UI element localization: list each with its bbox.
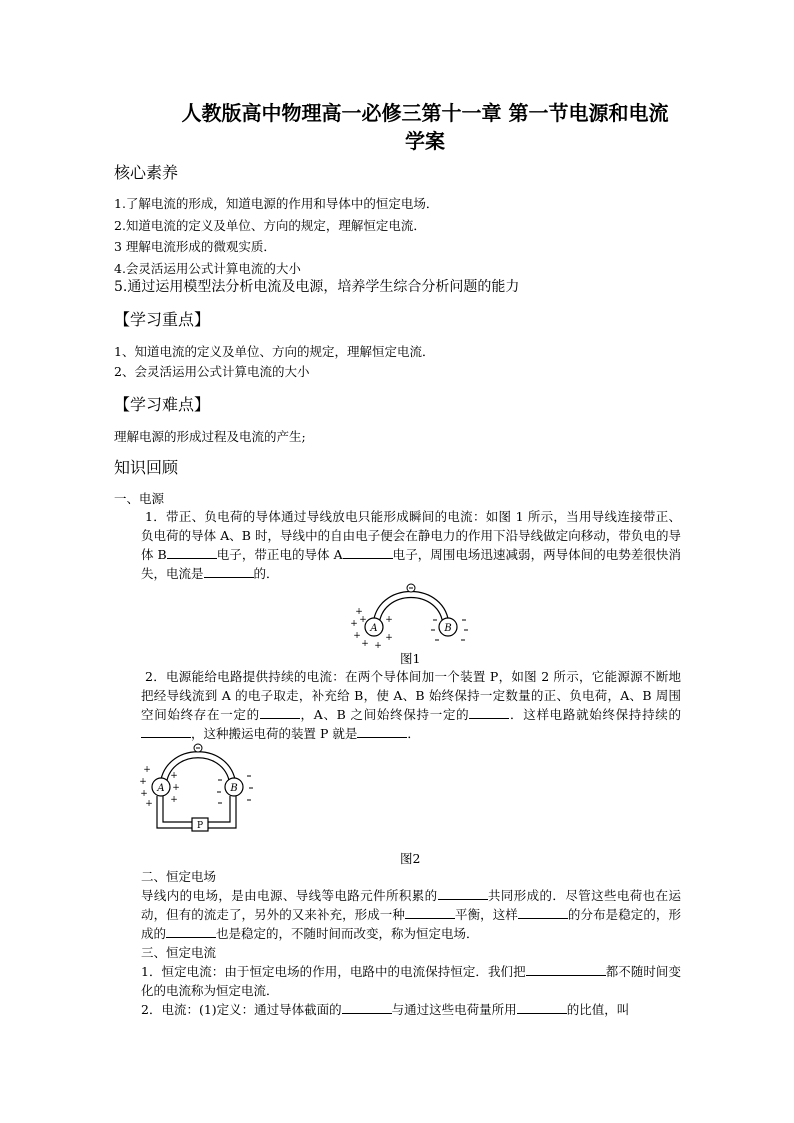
svg-text:+: + (385, 615, 393, 625)
section1-p1-part-c: 电子，周围电场迅速减弱，两导体间的电势差很快消失，电流是 (141, 547, 681, 581)
section1-p1-part-d: 的． (253, 566, 279, 581)
answer-blank[interactable] (469, 705, 509, 719)
answer-blank[interactable] (517, 1000, 567, 1014)
core-item-1: 1.了解电流的形成，知道电源的作用和导体中的恒定电场． (114, 196, 439, 211)
section1-title: 一、电源 (114, 491, 165, 506)
section2-part-c: 平衡，这样 (454, 907, 518, 922)
svg-text:+: + (359, 615, 367, 625)
answer-blank[interactable] (141, 724, 191, 738)
key-point-2: 2、会灵活运用公式计算电流的大小 (114, 364, 310, 379)
svg-text:+: + (350, 619, 358, 629)
document-title-line2: 学案 (405, 129, 445, 153)
svg-text:+: + (139, 777, 147, 787)
answer-blank[interactable] (204, 564, 254, 578)
figure-1-diagram (345, 578, 485, 650)
section2-part-d: 的分布是稳定的，形成的 (141, 907, 681, 941)
svg-text:+: + (374, 641, 382, 651)
section1-p1-part-b: 电子，带正电的导体 A (216, 547, 343, 562)
svg-text:+: + (355, 607, 363, 617)
section3-paragraph1 (141, 962, 681, 1000)
key-points-heading: 【学习重点】 (114, 310, 211, 329)
answer-blank[interactable] (343, 545, 393, 559)
core-item-3: 3 理解电流形成的微观实质． (114, 239, 276, 254)
section2-part-b: 共同形成的．尽管这些电荷也在运动，但有的流走了，另外的又来补充，形成一种 (141, 888, 681, 922)
review-heading: 知识回顾 (114, 458, 179, 477)
svg-text:+: + (361, 639, 369, 649)
core-item-4: 4.会灵活运用公式计算电流的大小 (114, 261, 301, 276)
svg-text:+: + (172, 783, 180, 793)
answer-blank[interactable] (166, 924, 216, 938)
core-heading: 核心素养 (114, 163, 179, 182)
key-point-1: 1、知道电流的定义及单位、方向的规定，理解恒定电流． (114, 344, 435, 359)
section3-p1-part-b: 都不随时间变化的电流称为恒定电流． (141, 964, 681, 998)
svg-text:+: + (145, 799, 153, 809)
answer-blank[interactable] (405, 905, 455, 919)
difficulties-heading: 【学习难点】 (114, 395, 211, 414)
svg-text:+: + (140, 789, 148, 799)
figure-1-label-a: A (370, 623, 378, 634)
section1-paragraph2 (141, 667, 681, 743)
section1-p2-part-a: 2．电源能给电路提供持续的电流：在两个导体间加一个装置 P，如图 2 所示，它能源源不断地把经导线流到 A 的电子取走，补充给 B，使 A、B 始终保持一定数量的正、负电荷，A、B 周围空间始终存在一定的 (141, 669, 681, 722)
figure-2-label-a: A (157, 783, 165, 794)
figure-2-diagram (140, 740, 272, 840)
answer-blank[interactable] (342, 1000, 392, 1014)
figure-2-label-p: P (196, 821, 204, 831)
core-item-5: 5.通过运用模型法分析电流及电源，培养学生综合分析问题的能力 (114, 279, 520, 295)
core-item-2: 2.知道电流的定义及单位、方向的规定，理解恒定电流． (114, 218, 426, 233)
figure-2-caption: 图2 (400, 851, 421, 866)
answer-blank[interactable] (438, 886, 488, 900)
difficulties-text: 理解电源的形成过程及电流的产生; (114, 429, 306, 444)
svg-text:+: + (143, 765, 151, 775)
section1-p1-part-a: 1．带正、负电荷的导体通过导线放电只能形成瞬间的电流：如图 1 所示，当用导线连接带正、负电荷的导体 A、B 时，导线中的自由电子便会在静电力的作用下沿导线做定向移动，带负电的导体 B (141, 509, 681, 562)
answer-blank[interactable] (518, 905, 568, 919)
figure-1-caption: 图1 (400, 651, 421, 666)
section1-p2-part-c: ．这样电路就始终保持持续的 (509, 707, 681, 722)
section3-p2-part-b: 与通过这些电荷量所用 (391, 1002, 517, 1017)
section2-paragraph (141, 886, 681, 943)
section3-p1-part-a: 1．恒定电流：由于恒定电场的作用，电路中的电流保持恒定．我们把 (141, 964, 526, 979)
document-title-line1: 人教版高中物理高一必修三第十一章 第一节电源和电流 (181, 101, 669, 125)
section2-part-e: 也是稳定的，不随时间而改变，称为恒定电场． (216, 926, 479, 941)
figure-1-label-b: B (444, 623, 452, 634)
answer-blank[interactable] (167, 545, 217, 559)
section1-paragraph1 (141, 507, 681, 583)
answer-blank[interactable] (526, 962, 606, 976)
figure-2-label-b: B (230, 783, 238, 794)
svg-text:+: + (353, 631, 361, 641)
section1-p2-part-d: ，这种搬运电荷的装置 P 就是 (191, 726, 358, 741)
answer-blank[interactable] (357, 724, 407, 738)
section3-p2-part-c: 的比值，叫 (566, 1002, 630, 1017)
section3-p2-part-a: 2．电流：(1)定义：通过导体截面的 (141, 1002, 342, 1017)
svg-text:+: + (170, 795, 178, 805)
section2-part-a: 导线内的电场，是由电源、导线等电路元件所积累的 (141, 888, 438, 903)
svg-text:+: + (385, 633, 393, 643)
section3-title: 三、恒定电流 (141, 945, 217, 960)
section1-p2-part-e: ． (407, 726, 420, 741)
answer-blank[interactable] (260, 705, 300, 719)
section2-title: 二、恒定电场 (141, 869, 217, 884)
svg-text:+: + (170, 771, 178, 781)
section3-paragraph2 (141, 1000, 701, 1019)
section1-p2-part-b: ，A、B 之间始终保持一定的 (299, 707, 470, 722)
